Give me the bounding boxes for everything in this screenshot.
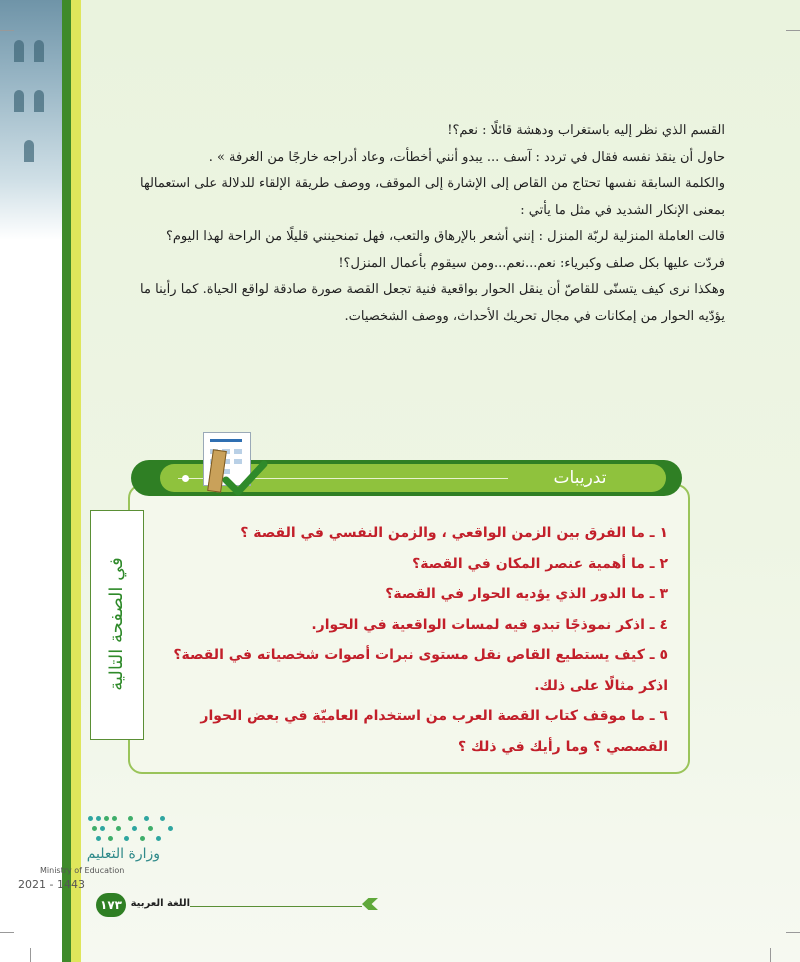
next-page-note: في الصفحة التالية [106, 557, 127, 691]
ministry-name-english: Ministry of Education [40, 866, 125, 875]
body-paragraph: حاول أن ينقذ نفسه فقال في تردد : آسف ... يبدو أنني أخطأت، وعاد أدراجه خارجًا من الغرفة » . [208, 149, 725, 165]
page-number: ١٧٣ [96, 893, 126, 917]
question-item: ٤ ـ اذكر نموذجًا تبدو فيه لمسات الواقعية في الحوار. [311, 616, 668, 633]
next-page-note-box [90, 510, 144, 740]
body-paragraph: وهكذا نرى كيف يتسنّى للقاصّ أن ينقل الحوار بواقعية فنية تجعل القصة صورة صادقة لواقع الحياة. كما رأينا ما يؤدّيه الحوار من إمكانات في مجال تحريك الأحداث، ووصف الشخصيات. [140, 282, 725, 324]
crop-mark [0, 30, 14, 31]
crop-mark [770, 948, 771, 962]
questions-list [160, 518, 668, 762]
question-item: ٢ ـ ما أهمية عنصر المكان في القصة؟ [412, 555, 668, 572]
body-paragraph: فردّت عليها بكل صلف وكبرياء: نعم...نعم...ومن سيقوم بأعمال المنزل؟! [338, 255, 725, 271]
crop-mark [786, 932, 800, 933]
decorative-building-image [0, 0, 62, 240]
question-item: ٣ ـ ما الدور الذي يؤديه الحوار في القصة؟ [385, 586, 668, 602]
body-paragraph: القسم الذي نظر إليه باستغراب ودهشة قائلًا : نعم؟! [447, 123, 725, 138]
exercises-title: تدريبات [553, 468, 607, 488]
body-text [140, 118, 725, 330]
crop-mark [30, 948, 31, 962]
edition-year: 2021 - 1443 [18, 878, 85, 891]
crop-mark [0, 932, 14, 933]
subject-name: اللغة العربية [130, 898, 190, 909]
margin-stripe-yellow [71, 0, 81, 962]
question-item: ٦ ـ ما موقف كتاب القصة العرب من استخدام العاميّة في بعض الحوار القصصي ؟ وما رأيك في ذلك ؟ [200, 708, 668, 755]
question-item: ١ ـ ما الفرق بين الزمن الواقعي ، والزمن النفسي في القصة ؟ [240, 525, 668, 541]
banner-dot [182, 475, 189, 482]
crop-mark [786, 30, 800, 31]
ministry-logo [88, 812, 180, 842]
margin-stripe-dark [62, 0, 71, 962]
question-item: ٥ ـ كيف يستطيع القاص نقل مستوى نبرات أصوات شخصياته في القصة؟ اذكر مثالًا على ذلك. [173, 647, 668, 694]
body-paragraph: والكلمة السابقة نفسها تحتاج من القاص إلى الإشارة إلى الموقف، ووصف طريقة الإلقاء للدلالة على استعمالها بمعنى الإنكار الشديد في مثل ما يأتي : [140, 176, 725, 218]
footer-line [190, 906, 362, 907]
body-paragraph: قالت العاملة المنزلية لربّة المنزل : إنني أشعر بالإرهاق والتعب، فهل تمنحينني قليلًا من الراحة لهذا اليوم؟ [165, 229, 725, 244]
checkmark-icon [222, 458, 268, 498]
ministry-name-arabic: وزارة التعليم [86, 846, 160, 862]
